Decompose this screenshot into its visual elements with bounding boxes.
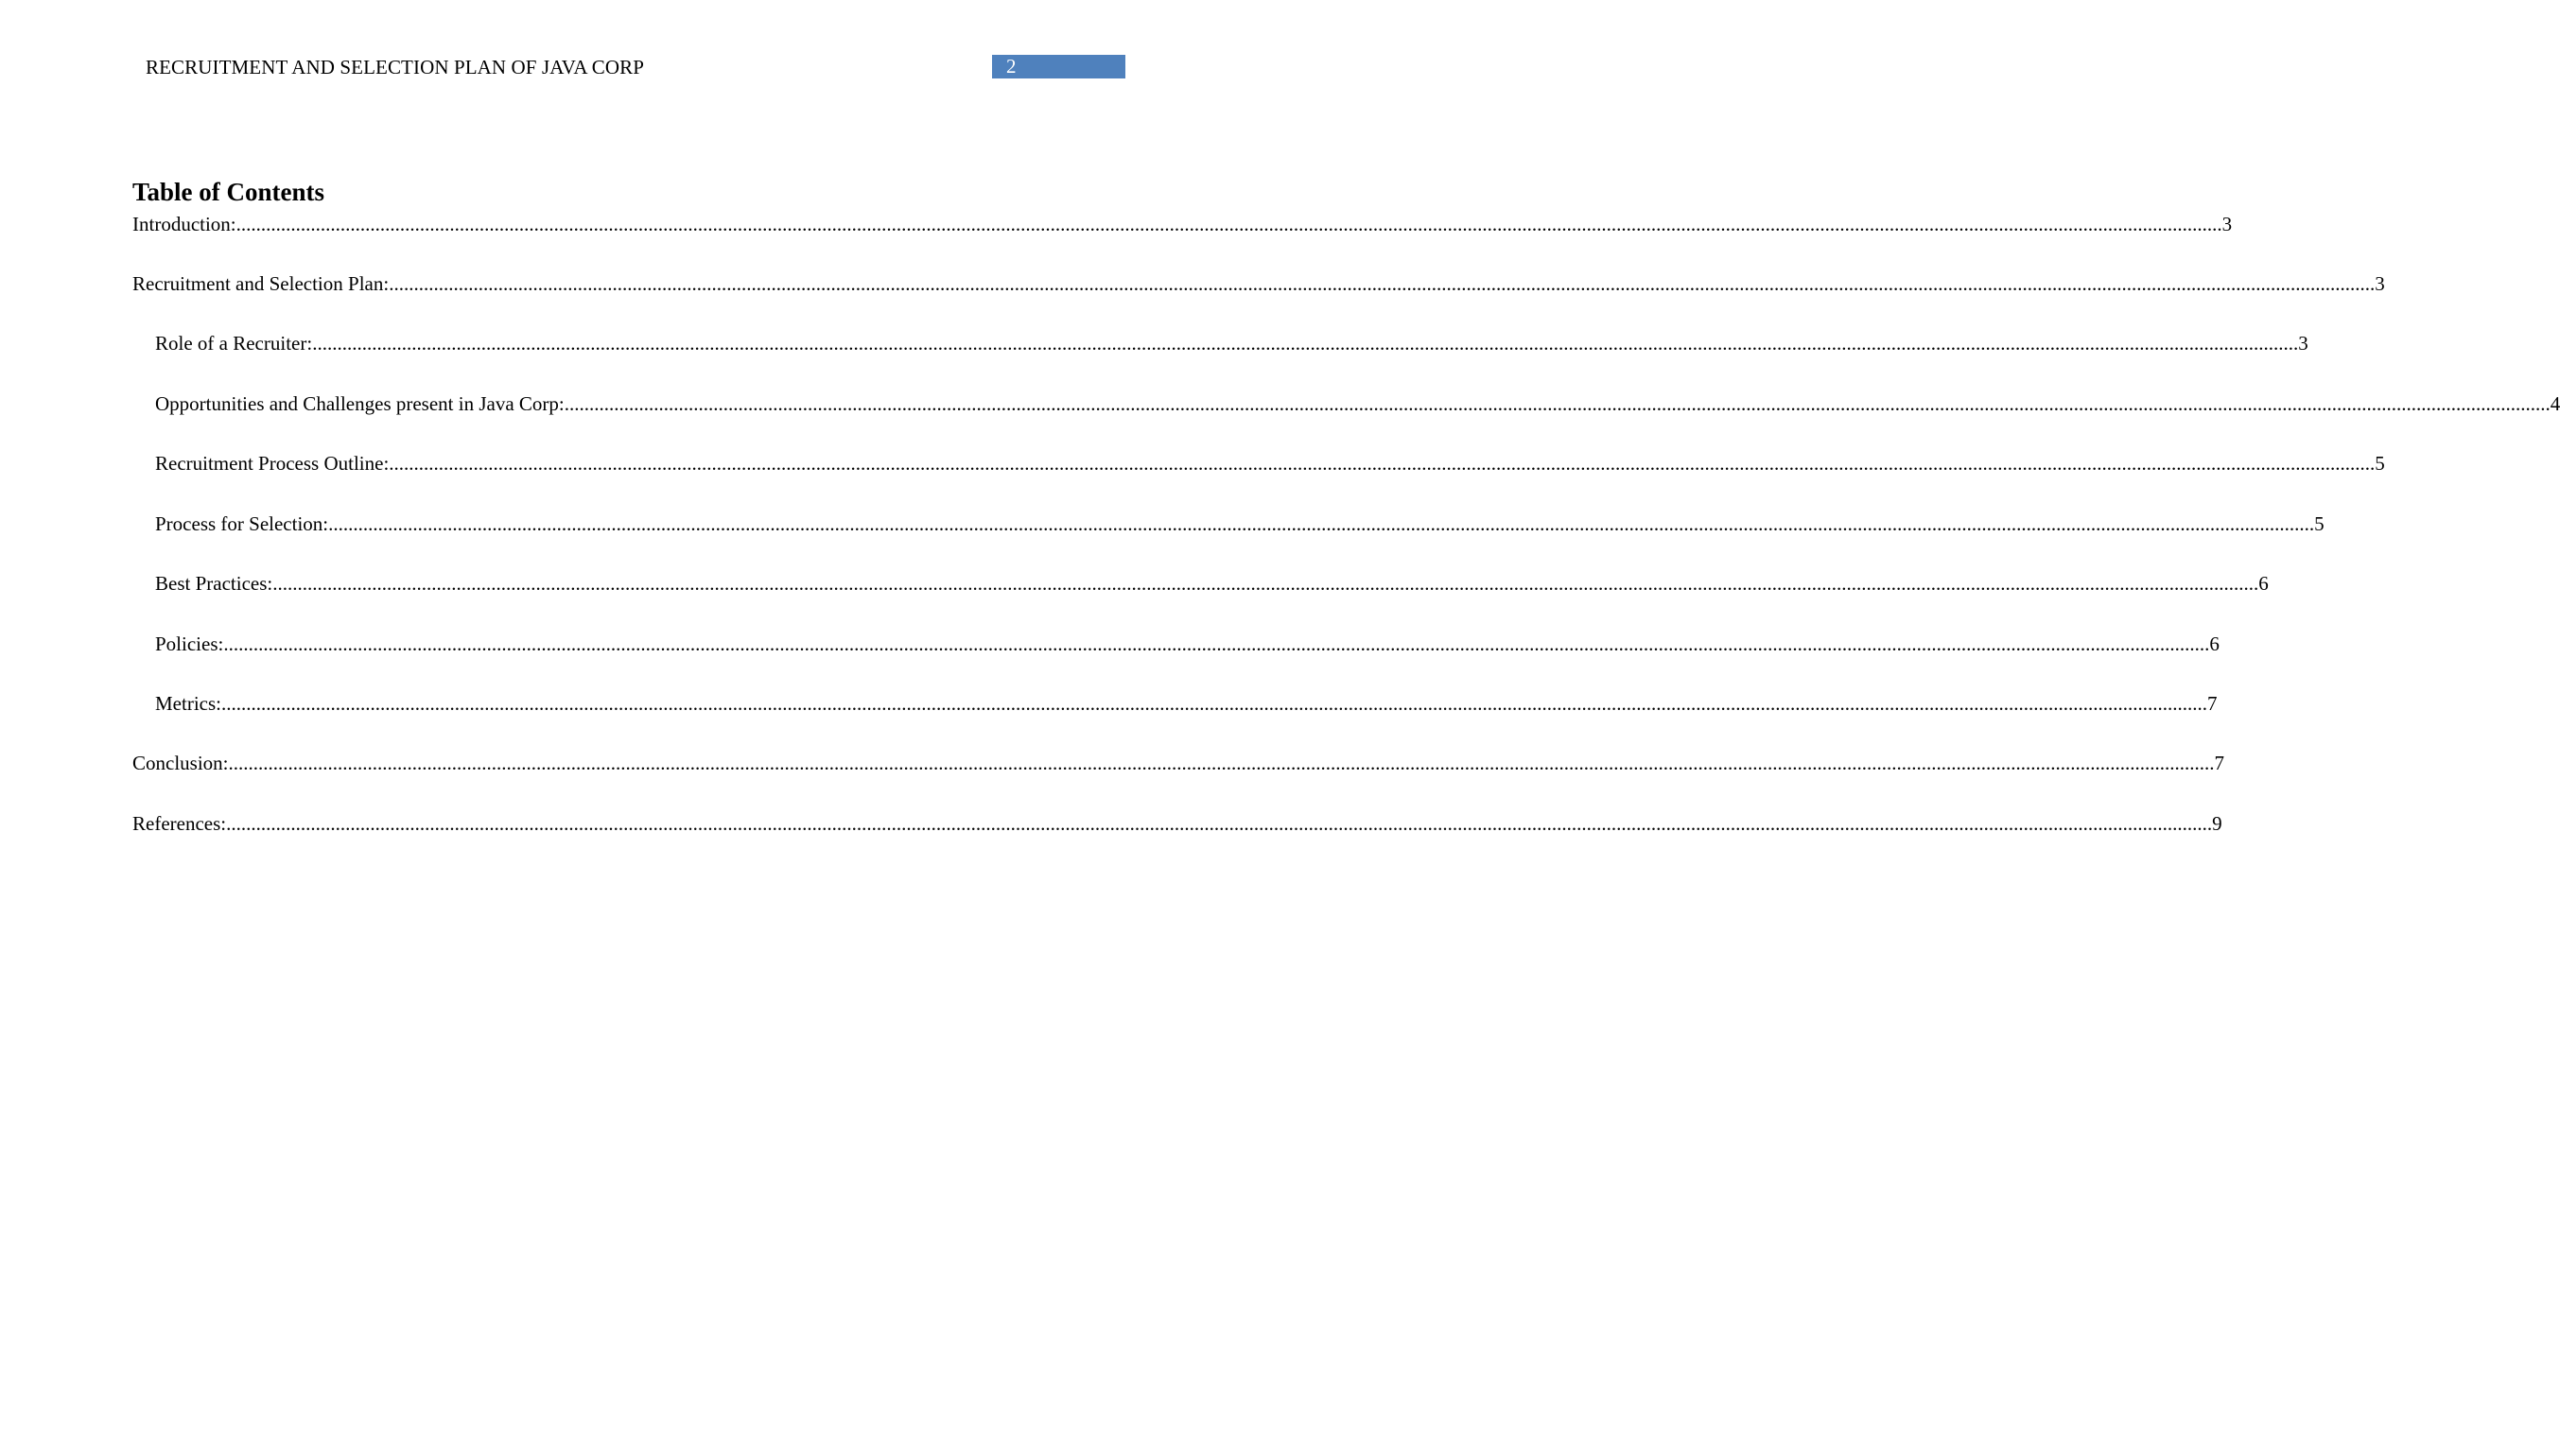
toc-entry-page: 5: [2314, 512, 2325, 535]
toc-entry-page: 4: [2550, 392, 2560, 415]
toc-entry-page: 5: [2375, 452, 2385, 475]
toc-entry-opportunities-and-challenges[interactable]: [155, 390, 2560, 417]
toc-entry-recruitment-and-selection-plan[interactable]: [132, 270, 2385, 297]
dot-leader: ................................................................................................................................................................................................................................................................................................................................................................................................................: [223, 633, 2210, 655]
toc-entry-metrics[interactable]: [155, 690, 2218, 717]
toc-entry-page: 3: [2221, 213, 2233, 235]
toc-entry-page: 3: [2298, 332, 2308, 355]
toc-entry-page: 6: [2258, 572, 2269, 595]
toc-entry-label: Metrics:: [155, 692, 221, 715]
dot-leader: ................................................................................................................................................................................................................................................................................................................................................................................................................: [220, 692, 2207, 715]
toc-entry-label: References:: [132, 812, 227, 835]
toc-entry-page: 7: [2206, 692, 2218, 715]
toc-entry-process-for-selection[interactable]: [155, 511, 2325, 537]
toc-entry-label: Best Practices:: [155, 572, 273, 595]
toc-entry-recruitment-process-outline[interactable]: [155, 450, 2385, 477]
toc-title: Table of Contents: [132, 178, 325, 206]
toc-entry-label: Role of a Recruiter:: [155, 332, 313, 355]
toc-entry-page: 3: [2375, 272, 2385, 295]
toc-entry-references[interactable]: [132, 810, 2222, 837]
dot-leader: ................................................................................................................................................................................................................................................................................................................................................................................................................: [235, 213, 2222, 235]
page-number-badge: [992, 55, 1125, 78]
toc-entry-best-practices[interactable]: [155, 570, 2269, 597]
toc-entry-label: Recruitment and Selection Plan:: [132, 272, 390, 295]
toc-entry-label: Conclusion:: [132, 752, 229, 774]
running-head: RECRUITMENT AND SELECTION PLAN OF JAVA CORP: [146, 56, 645, 78]
page-number: 2: [1006, 55, 1017, 78]
toc-entry-introduction[interactable]: [132, 211, 2233, 237]
toc-entry-policies[interactable]: [155, 631, 2220, 657]
toc-entry-label: Policies:: [155, 633, 224, 655]
toc-entry-page: 6: [2209, 633, 2220, 655]
toc-entry-label: Introduction:: [132, 213, 236, 235]
dot-leader: ................................................................................................................................................................................................................................................................................................................................................................................................................: [226, 812, 2213, 835]
toc-entry-label: Recruitment Process Outline:: [155, 452, 390, 475]
dot-leader: ................................................................................................................................................................................................................................................................................................................................................................................................................: [312, 332, 2299, 355]
toc-entry-label: Opportunities and Challenges present in Java Corp:: [155, 392, 565, 415]
toc-entry-label: Process for Selection:: [155, 512, 329, 535]
dot-leader: ................................................................................................................................................................................................................................................................................................................................................................................................................: [389, 452, 2376, 475]
dot-leader: ................................................................................................................................................................................................................................................................................................................................................................................................................: [564, 392, 2551, 415]
toc-entry-page: 9: [2212, 812, 2222, 835]
dot-leader: ................................................................................................................................................................................................................................................................................................................................................................................................................: [228, 752, 2215, 774]
toc-entry-conclusion[interactable]: [132, 750, 2225, 776]
dot-leader: ................................................................................................................................................................................................................................................................................................................................................................................................................: [389, 272, 2376, 295]
toc-entry-page: 7: [2214, 752, 2225, 774]
dot-leader: ................................................................................................................................................................................................................................................................................................................................................................................................................: [272, 572, 2259, 595]
toc-entry-role-of-a-recruiter[interactable]: [155, 330, 2308, 356]
dot-leader: ................................................................................................................................................................................................................................................................................................................................................................................................................: [328, 512, 2315, 535]
